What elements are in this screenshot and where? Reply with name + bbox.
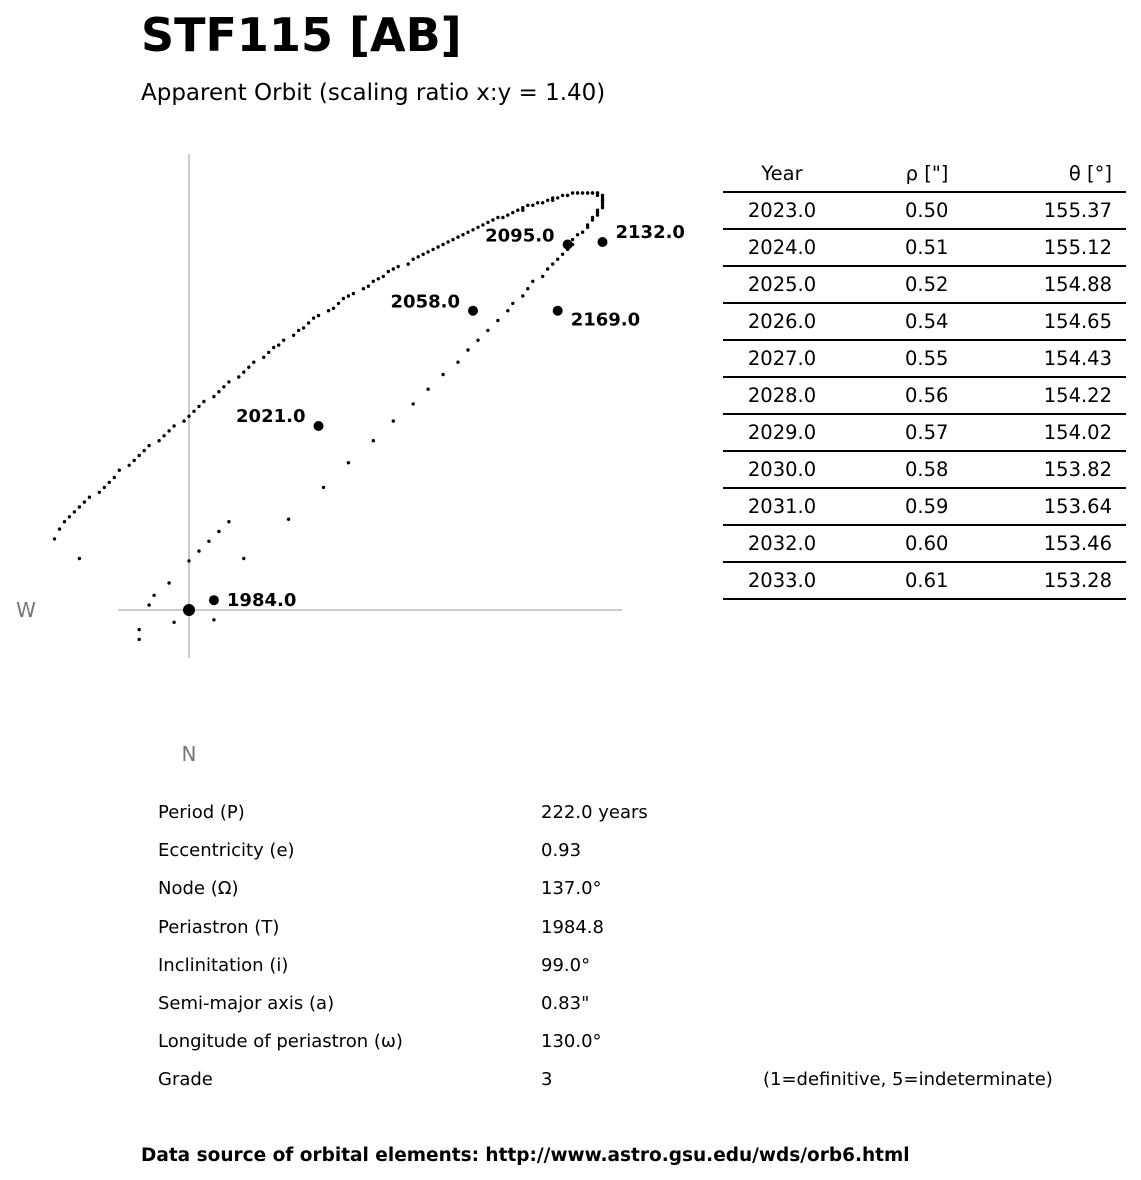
orbit-point <box>138 628 141 631</box>
cell-theta: 154.65 <box>962 303 1126 340</box>
orbit-point <box>591 191 594 194</box>
orbit-point <box>317 314 320 317</box>
orbit-point <box>397 265 400 268</box>
table-row <box>723 451 1126 488</box>
epoch-markers <box>209 222 685 611</box>
orbit-point <box>596 213 599 216</box>
orbit-point <box>277 343 280 346</box>
orbit-point <box>466 348 469 351</box>
epoch-label: 2021.0 <box>236 406 306 427</box>
orbit-point <box>347 461 350 464</box>
orbit-point <box>412 402 415 405</box>
epoch-label: 1984.0 <box>226 590 297 612</box>
orbit-point <box>167 581 170 584</box>
orbit-point <box>332 307 335 310</box>
orbit-point <box>367 285 370 288</box>
orbit-point <box>152 594 155 597</box>
epoch-label: 2058.0 <box>390 291 460 313</box>
orbit-point <box>526 287 529 290</box>
orbit-point <box>511 211 514 214</box>
cell-theta: 154.88 <box>962 266 1126 303</box>
orbit-point <box>561 253 564 256</box>
orbit-point <box>417 255 420 258</box>
orbit-point <box>591 218 594 221</box>
orbit-point <box>167 429 170 432</box>
orbit-point <box>566 194 569 197</box>
element-value: 99.0° <box>541 954 591 976</box>
orbit-point <box>581 191 584 194</box>
orbit-point <box>207 540 210 543</box>
cell-rho: 0.58 <box>841 451 962 488</box>
orbit-point <box>147 603 150 606</box>
orbit-point <box>581 231 584 234</box>
west-label: W <box>16 598 36 622</box>
orbit-point <box>541 201 544 204</box>
orbit-point <box>551 262 554 265</box>
cell-year: 2029.0 <box>723 414 841 451</box>
element-label: Longitude of periastron (ω) <box>158 1031 403 1053</box>
orbit-point <box>287 518 290 521</box>
cell-rho: 0.52 <box>841 266 962 303</box>
ephemeris-header-row <box>723 155 1126 192</box>
cell-theta: 153.46 <box>962 525 1126 562</box>
orbit-point <box>197 549 200 552</box>
orbit-point <box>456 235 459 238</box>
epoch-marker <box>563 240 573 250</box>
element-value: 1984.8 <box>541 916 604 938</box>
cell-theta: 154.22 <box>962 377 1126 414</box>
orbit-point <box>242 370 245 373</box>
orbit-point <box>282 339 285 342</box>
cell-theta: 155.12 <box>962 229 1126 266</box>
orbit-point <box>252 361 255 364</box>
orbit-point <box>491 218 494 221</box>
orbit-point <box>476 226 479 229</box>
orbit-point <box>561 194 564 197</box>
orbit-point <box>108 481 111 484</box>
table-row <box>723 414 1126 451</box>
orbit-point <box>521 206 524 209</box>
table-row <box>723 377 1126 414</box>
element-label: Inclinitation (i) <box>158 954 289 976</box>
orbit-point <box>227 380 230 383</box>
cell-rho: 0.61 <box>841 562 962 599</box>
orbit-point <box>506 213 509 216</box>
orbit-point <box>172 621 175 624</box>
orbit-point <box>53 537 56 540</box>
col-header-rho: ρ ["] <box>841 155 962 192</box>
orbit-point <box>392 419 395 422</box>
orbit-point <box>187 559 190 562</box>
cell-year: 2023.0 <box>723 192 841 229</box>
orbit-point <box>73 510 76 513</box>
element-label: Grade <box>158 1069 213 1091</box>
cell-year: 2027.0 <box>723 340 841 377</box>
orbit-point <box>506 309 509 312</box>
cell-year: 2031.0 <box>723 488 841 525</box>
orbit-point <box>58 527 61 530</box>
element-value: 137.0° <box>541 878 602 900</box>
col-header-year: Year <box>723 155 841 192</box>
epoch-label: 2132.0 <box>615 222 685 243</box>
col-header-theta: θ [°] <box>962 155 1126 192</box>
orbit-point <box>596 194 599 197</box>
orbit-point <box>242 557 245 560</box>
orbit-point <box>516 209 519 212</box>
orbit-point <box>372 280 375 283</box>
orbit-point <box>501 216 504 219</box>
orbit-point <box>347 294 350 297</box>
orbit-point <box>113 476 116 479</box>
orbit-point <box>128 464 131 467</box>
table-row <box>723 525 1126 562</box>
orbit-point <box>297 329 300 332</box>
epoch-label: 2169.0 <box>570 309 641 331</box>
ephemeris-table <box>723 155 1126 600</box>
orbit-point <box>431 248 434 251</box>
orbit-point <box>162 434 165 437</box>
orbit-point <box>556 258 559 261</box>
page-subtitle: Apparent Orbit (scaling ratio x:y = 1.40) <box>141 80 606 106</box>
orbit-point <box>481 223 484 226</box>
north-label: N <box>181 742 197 766</box>
orbit-point <box>138 454 141 457</box>
epoch-marker <box>314 421 324 431</box>
orbit-point <box>426 388 429 391</box>
orbit-point <box>601 206 604 209</box>
orbit-point <box>192 410 195 413</box>
orbit-point <box>486 221 489 224</box>
orbit-point <box>446 240 449 243</box>
orbit-point <box>147 444 150 447</box>
orbit-point <box>441 373 444 376</box>
cell-year: 2024.0 <box>723 229 841 266</box>
table-row <box>723 562 1126 599</box>
orbit-point <box>68 515 71 518</box>
orbit-point <box>466 231 469 234</box>
cell-year: 2026.0 <box>723 303 841 340</box>
cell-rho: 0.56 <box>841 377 962 414</box>
orbit-point <box>521 294 524 297</box>
orbit-point <box>267 351 270 354</box>
orbit-point <box>451 238 454 241</box>
element-value: 0.83" <box>541 992 590 1014</box>
orbit-point <box>227 520 230 523</box>
orbit-point <box>182 419 185 422</box>
cell-rho: 0.57 <box>841 414 962 451</box>
orbit-point <box>247 366 250 369</box>
element-label: Semi-major axis (a) <box>158 992 335 1014</box>
orbit-point <box>471 228 474 231</box>
cell-year: 2033.0 <box>723 562 841 599</box>
orbit-point <box>486 329 489 332</box>
cell-rho: 0.55 <box>841 340 962 377</box>
orbit-point <box>496 319 499 322</box>
orbit-point <box>556 196 559 199</box>
orbit-point <box>292 334 295 337</box>
orbit-point <box>571 191 574 194</box>
cell-rho: 0.59 <box>841 488 962 525</box>
cell-rho: 0.51 <box>841 229 962 266</box>
element-label: Eccentricity (e) <box>158 840 295 862</box>
element-value: 130.0° <box>541 1031 602 1053</box>
orbit-point <box>312 316 315 319</box>
orbit-point <box>426 250 429 253</box>
cell-theta: 154.43 <box>962 340 1126 377</box>
orbit-point <box>217 390 220 393</box>
orbit-point <box>322 486 325 489</box>
table-row <box>723 266 1126 303</box>
epoch-marker <box>598 237 608 247</box>
epoch-marker <box>553 306 563 316</box>
orbit-point <box>531 204 534 207</box>
orbit-point <box>138 638 141 641</box>
orbit-point <box>172 424 175 427</box>
cell-year: 2030.0 <box>723 451 841 488</box>
orbit-point <box>352 292 355 295</box>
table-row <box>723 340 1126 377</box>
orbit-point <box>576 233 579 236</box>
orbit-point <box>412 258 415 261</box>
orbit-point <box>546 199 549 202</box>
orbit-point <box>362 287 365 290</box>
cell-theta: 155.37 <box>962 192 1126 229</box>
orbit-point <box>526 204 529 207</box>
table-row <box>723 229 1126 266</box>
orbit-point <box>382 275 385 278</box>
orbit-point <box>586 191 589 194</box>
orbit-point <box>511 302 514 305</box>
orbit-point <box>541 275 544 278</box>
cell-rho: 0.50 <box>841 192 962 229</box>
orbit-point <box>78 505 81 508</box>
orbit-point <box>63 520 66 523</box>
orbit-point <box>531 280 534 283</box>
orbit-point <box>461 233 464 236</box>
orbit-point <box>387 270 390 273</box>
data-source-footer: Data source of orbital elements: http://www.astro.gsu.edu/wds/orb6.html <box>141 1145 910 1166</box>
cell-theta: 153.28 <box>962 562 1126 599</box>
primary-star <box>183 604 195 616</box>
orbit-point <box>88 496 91 499</box>
orbit-point <box>377 277 380 280</box>
orbit-point <box>327 309 330 312</box>
cell-year: 2032.0 <box>723 525 841 562</box>
orbit-point <box>118 469 121 472</box>
orbit-point <box>456 361 459 364</box>
orbit-point <box>222 385 225 388</box>
orbit-point <box>307 321 310 324</box>
page-title: STF115 [AB] <box>141 8 462 62</box>
orbit-point <box>103 486 106 489</box>
orbit-point <box>83 500 86 503</box>
orbit-point <box>342 297 345 300</box>
orbit-point <box>212 395 215 398</box>
orbit-point <box>586 226 589 229</box>
orbit-point <box>197 405 200 408</box>
orbit-chart <box>0 140 700 780</box>
orbit-point <box>302 326 305 329</box>
element-value: 3 <box>541 1069 553 1091</box>
table-row <box>723 488 1126 525</box>
cell-theta: 153.64 <box>962 488 1126 525</box>
epoch-marker <box>468 306 478 316</box>
table-row <box>723 303 1126 340</box>
cell-rho: 0.60 <box>841 525 962 562</box>
element-value: 222.0 years <box>541 802 648 823</box>
element-label: Node (Ω) <box>158 878 239 900</box>
element-label: Period (P) <box>158 802 245 823</box>
orbit-point <box>202 400 205 403</box>
orbit-point <box>272 346 275 349</box>
orbit-point <box>436 245 439 248</box>
orbit-point <box>143 449 146 452</box>
orbit-points <box>53 191 604 641</box>
orbit-point <box>217 530 220 533</box>
orbit-point <box>157 439 160 442</box>
orbit-point <box>372 439 375 442</box>
orbit-point <box>212 618 215 621</box>
epoch-marker <box>209 595 219 605</box>
orbit-point <box>422 253 425 256</box>
orbit-point <box>262 356 265 359</box>
orbit-point <box>337 302 340 305</box>
epoch-label: 2095.0 <box>485 225 555 247</box>
orbit-point <box>78 557 81 560</box>
cell-theta: 153.82 <box>962 451 1126 488</box>
grade-note: (1=definitive, 5=indeterminate) <box>763 1069 1053 1091</box>
orbit-point <box>187 415 190 418</box>
orbit-point <box>441 243 444 246</box>
cell-theta: 154.02 <box>962 414 1126 451</box>
cell-year: 2025.0 <box>723 266 841 303</box>
orbit-point <box>546 267 549 270</box>
orbit-point <box>576 191 579 194</box>
element-label: Periastron (T) <box>158 916 280 938</box>
orbit-point <box>571 238 574 241</box>
orbit-point <box>407 262 410 265</box>
orbit-point <box>98 491 101 494</box>
orbit-point <box>551 196 554 199</box>
cell-rho: 0.54 <box>841 303 962 340</box>
element-value: 0.93 <box>541 840 582 862</box>
table-row <box>723 192 1126 229</box>
cell-year: 2028.0 <box>723 377 841 414</box>
orbit-point <box>536 201 539 204</box>
orbit-point <box>237 375 240 378</box>
orbit-point <box>496 216 499 219</box>
orbit-point <box>133 459 136 462</box>
orbit-point <box>392 267 395 270</box>
orbit-point <box>476 339 479 342</box>
